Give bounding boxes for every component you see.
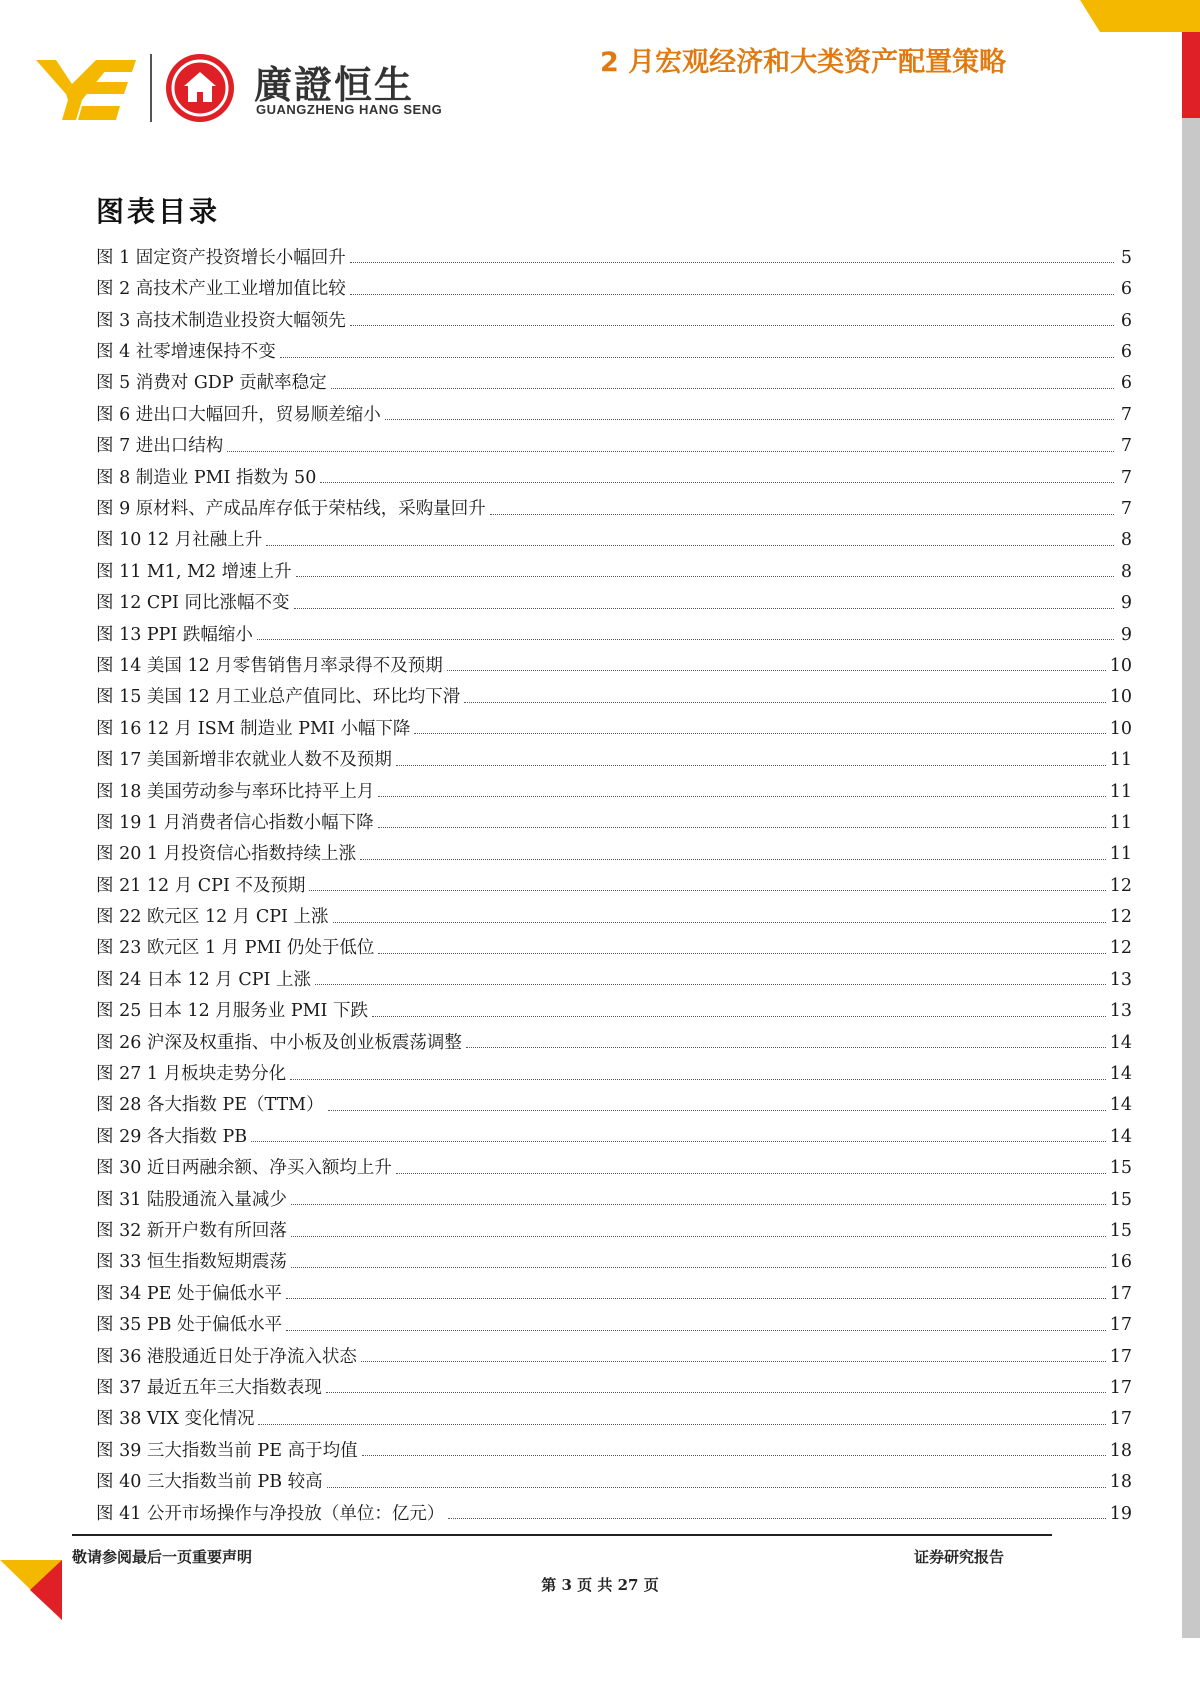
toc-entry-leader (362, 1455, 1106, 1456)
toc-entry-title: 图 7 进出口结构 (96, 436, 224, 457)
toc-entry[interactable] (96, 1021, 1132, 1052)
report-title: 2 月宏观经济和大类资产配置策略 (600, 47, 1007, 78)
toc-entry-leader (372, 1016, 1106, 1017)
footer-rule (72, 1534, 1052, 1536)
toc-entry-page: 19 (1109, 1503, 1132, 1524)
toc-entry[interactable] (96, 1272, 1132, 1303)
toc-entry-leader (466, 1047, 1106, 1048)
toc-entry[interactable] (96, 1178, 1132, 1209)
toc-entry-page: 10 (1109, 655, 1132, 676)
toc-entry-leader (360, 859, 1106, 860)
toc-entry-page: 13 (1109, 1001, 1132, 1022)
toc-entry-leader (396, 1173, 1106, 1174)
toc-entry-page: 15 (1109, 1221, 1132, 1241)
toc-entry-leader (448, 1518, 1105, 1519)
toc-entry[interactable] (96, 456, 1132, 487)
toc-entry-leader (414, 733, 1105, 734)
toc-entry-leader (396, 765, 1106, 766)
toc-entry[interactable] (96, 1460, 1132, 1491)
toc-entry-leader (331, 388, 1114, 389)
toc-entry-leader (286, 1330, 1106, 1331)
toc-entry-leader (315, 984, 1106, 985)
toc-entry-leader (350, 294, 1114, 295)
brand-name-cn: 廣證恒生 (254, 63, 415, 107)
corner-decoration-top (1080, 0, 1200, 32)
page-edge-gray (1182, 118, 1200, 1638)
corner-decoration-bottom (0, 1560, 70, 1630)
toc-entry[interactable] (96, 644, 1132, 675)
toc-entry[interactable] (96, 1052, 1132, 1083)
toc-entry-page: 15 (1109, 1189, 1132, 1210)
toc-entry-page: 6 (1120, 342, 1132, 363)
toc-entry-page: 11 (1109, 781, 1132, 802)
toc-entry-page: 11 (1109, 844, 1132, 865)
toc-entry-leader (326, 1392, 1106, 1393)
toc-entry[interactable] (96, 1429, 1132, 1460)
toc-entry-page: 18 (1109, 1472, 1132, 1493)
toc-entry-leader (464, 702, 1105, 703)
toc-entry[interactable] (96, 1335, 1132, 1366)
toc-entry-title: 图 33 恒生指数短期震荡 (96, 1252, 287, 1273)
toc-entry[interactable] (96, 770, 1132, 801)
toc-entry-title: 图 9 原材料、产成品库存低于荣枯线，采购量回升 (96, 499, 486, 520)
toc-entry-title: 图 8 制造业 PMI 指数为 50 (96, 467, 317, 488)
toc-entry-page: 7 (1120, 499, 1132, 520)
toc-entry-title: 图 16 12 月 ISM 制造业 PMI 小幅下降 (96, 718, 411, 739)
toc-entry-page: 7 (1120, 404, 1132, 425)
toc-entry[interactable] (96, 550, 1132, 581)
toc-entry-page: 11 (1109, 750, 1132, 771)
toc-entry[interactable] (96, 895, 1132, 926)
toc-entry-title: 图 38 VIX 变化情况 (96, 1409, 255, 1430)
toc-entry-title: 图 26 沪深及权重指、中小板及创业板震荡调整 (96, 1032, 462, 1053)
toc-entry-leader (291, 1236, 1106, 1237)
toc-entry[interactable] (96, 519, 1132, 550)
toc-entry-leader (378, 827, 1106, 828)
toc-entry[interactable] (96, 581, 1132, 612)
toc-entry-title: 图 5 消费对 GDP 贡献率稳定 (96, 373, 327, 394)
toc-entry-title: 图 41 公开市场操作与净投放（单位：亿元） (96, 1503, 445, 1524)
toc-entry[interactable] (96, 927, 1132, 958)
toc-entry[interactable] (96, 801, 1132, 832)
brand-name-en: GUANGZHENG HANG SENG (256, 102, 443, 117)
toc-entry[interactable] (96, 330, 1132, 361)
toc-entry-leader (378, 796, 1105, 797)
toc-entry-title: 图 22 欧元区 12 月 CPI 上涨 (96, 907, 329, 928)
toc-entry-title: 图 27 1 月板块走势分化 (96, 1064, 287, 1085)
toc-entry-leader (320, 482, 1114, 483)
toc-entry[interactable] (96, 707, 1132, 738)
toc-entry-page: 17 (1109, 1377, 1132, 1398)
toc-entry-title: 图 12 CPI 同比涨幅不变 (96, 593, 290, 614)
toc-entry-title: 图 20 1 月投资信心指数持续上涨 (96, 844, 357, 865)
toc-entry-title: 图 30 近日两融余额、净买入额均上升 (96, 1158, 392, 1179)
toc-entry[interactable] (96, 832, 1132, 863)
toc-entry-title: 图 29 各大指数 PB (96, 1126, 248, 1147)
ye-logo-icon (36, 58, 136, 122)
seal-logo-icon (164, 52, 236, 124)
toc-entry[interactable] (96, 958, 1132, 989)
toc-entry-leader (309, 890, 1105, 891)
toc-entry-title: 图 15 美国 12 月工业总产值同比、环比均下滑 (96, 687, 461, 708)
toc-entry[interactable] (96, 487, 1132, 518)
logo-divider (150, 54, 152, 122)
toc-entry[interactable] (96, 267, 1132, 298)
toc-entry-title: 图 23 欧元区 1 月 PMI 仍处于低位 (96, 938, 375, 959)
toc-entry[interactable] (96, 1115, 1132, 1146)
page-indicator: 第 3 页 共 27 页 (541, 1576, 659, 1594)
toc-entry-page: 8 (1120, 530, 1132, 551)
toc-entry-title: 图 19 1 月消费者信心指数小幅下降 (96, 812, 374, 833)
toc-entry[interactable] (96, 738, 1132, 769)
toc-entry-page: 12 (1109, 938, 1132, 959)
toc-entry-title: 图 31 陆股通流入量减少 (96, 1189, 287, 1210)
toc-entry-leader (251, 1141, 1106, 1142)
toc-entry[interactable] (96, 1303, 1132, 1334)
toc-entry-title: 图 32 新开户数有所回落 (96, 1221, 287, 1241)
toc-entry[interactable] (96, 864, 1132, 895)
toc-entry-leader (290, 1079, 1106, 1080)
toc-entry-title: 图 3 高技术制造业投资大幅领先 (96, 310, 346, 331)
toc-entry-title: 图 6 进出口大幅回升，贸易顺差缩小 (96, 404, 381, 425)
toc-entry-title: 图 13 PPI 跌幅缩小 (96, 624, 253, 645)
toc-entry-title: 图 18 美国劳动参与率环比持平上月 (96, 781, 375, 802)
toc-entry-page: 11 (1109, 812, 1132, 833)
toc-entry-title: 图 40 三大指数当前 PB 较高 (96, 1472, 323, 1493)
toc-entry-title: 图 39 三大指数当前 PE 高于均值 (96, 1440, 358, 1461)
toc-entry-leader (447, 670, 1106, 671)
toc-entry-page: 6 (1120, 310, 1132, 331)
toc-entry-title: 图 37 最近五年三大指数表现 (96, 1377, 322, 1398)
toc-entry-page: 18 (1109, 1440, 1132, 1461)
toc-entry[interactable] (96, 1146, 1132, 1177)
toc-entry-page: 14 (1109, 1126, 1132, 1147)
footer-disclaimer: 敬请参阅最后一页重要声明 (72, 1548, 253, 1566)
toc-entry[interactable] (96, 613, 1132, 644)
toc-entry-page: 17 (1109, 1283, 1132, 1304)
toc-entry-leader (286, 1298, 1106, 1299)
toc-entry[interactable] (96, 1209, 1132, 1240)
toc-entry-page: 9 (1120, 593, 1132, 614)
toc-entry[interactable] (96, 424, 1132, 455)
toc-entry-page: 17 (1109, 1409, 1132, 1430)
toc-entry-leader (327, 1487, 1106, 1488)
toc-entry-page: 16 (1109, 1252, 1132, 1273)
toc-entry-page: 12 (1109, 875, 1132, 896)
toc-entry-title: 图 17 美国新增非农就业人数不及预期 (96, 750, 392, 771)
toc-entry-page: 8 (1120, 561, 1132, 582)
toc-entry-title: 图 11 M1, M2 增速上升 (96, 561, 292, 582)
toc-entry-title: 图 2 高技术产业工业增加值比较 (96, 279, 346, 300)
toc-entry-leader (294, 608, 1114, 609)
toc-entry-page: 7 (1120, 467, 1132, 488)
toc-entry[interactable] (96, 299, 1132, 330)
toc-entry-leader (227, 451, 1114, 452)
toc-entry-page: 6 (1120, 373, 1132, 394)
toc-entry-page: 5 (1120, 247, 1132, 268)
toc-entry-title: 图 21 12 月 CPI 不及预期 (96, 875, 306, 896)
toc-entry[interactable] (96, 675, 1132, 706)
toc-entry-leader (291, 1204, 1106, 1205)
toc-entry-page: 9 (1120, 624, 1132, 645)
toc-entry[interactable] (96, 393, 1132, 424)
toc-entry[interactable] (96, 236, 1132, 267)
toc-entry-leader (350, 325, 1114, 326)
toc-entry-title: 图 14 美国 12 月零售销售月率录得不及预期 (96, 655, 443, 676)
toc-entry-title: 图 36 港股通近日处于净流入状态 (96, 1346, 357, 1367)
toc-entry-page: 10 (1109, 718, 1132, 739)
toc-entry-leader (333, 922, 1106, 923)
toc-entry-leader (385, 419, 1114, 420)
page-edge-red (1182, 30, 1200, 120)
toc-entry-title: 图 4 社零增速保持不变 (96, 342, 276, 363)
toc-entry[interactable] (96, 1492, 1132, 1523)
toc-list (96, 236, 1132, 1523)
toc-entry-page: 6 (1120, 279, 1132, 300)
toc-entry-leader (257, 639, 1114, 640)
toc-entry-page: 12 (1109, 907, 1132, 928)
toc-heading: 图表目录 (96, 195, 221, 228)
footer-report-type: 证券研究报告 (914, 1548, 1005, 1566)
toc-entry-page: 17 (1109, 1315, 1132, 1336)
toc-entry-leader (296, 576, 1114, 577)
toc-entry[interactable] (96, 362, 1132, 393)
toc-entry-leader (350, 262, 1114, 263)
toc-entry-page: 14 (1109, 1032, 1132, 1053)
toc-entry-page: 14 (1109, 1095, 1132, 1116)
toc-entry[interactable] (96, 989, 1132, 1020)
toc-entry-title: 图 34 PE 处于偏低水平 (96, 1283, 283, 1304)
toc-entry-title: 图 28 各大指数 PE（TTM） (96, 1095, 324, 1116)
toc-entry-leader (361, 1361, 1106, 1362)
toc-entry-page: 10 (1109, 687, 1132, 708)
toc-entry-title: 图 35 PB 处于偏低水平 (96, 1315, 283, 1336)
toc-entry[interactable] (96, 1366, 1132, 1397)
toc-entry-leader (258, 1424, 1105, 1425)
toc-entry-page: 13 (1109, 969, 1132, 990)
toc-entry[interactable] (96, 1084, 1132, 1115)
toc-entry-page: 17 (1109, 1346, 1132, 1367)
toc-entry-title: 图 1 固定资产投资增长小幅回升 (96, 247, 346, 268)
toc-entry-leader (328, 1110, 1106, 1111)
toc-entry-leader (490, 514, 1114, 515)
toc-entry-title: 图 10 12 月社融上升 (96, 530, 263, 551)
toc-entry[interactable] (96, 1397, 1132, 1428)
toc-entry-leader (266, 545, 1114, 546)
toc-entry-leader (280, 357, 1114, 358)
toc-entry-page: 14 (1109, 1064, 1132, 1085)
toc-entry-page: 15 (1109, 1158, 1132, 1179)
toc-entry-title: 图 24 日本 12 月 CPI 上涨 (96, 969, 311, 990)
toc-entry[interactable] (96, 1241, 1132, 1272)
toc-entry-title: 图 25 日本 12 月服务业 PMI 下跌 (96, 1001, 369, 1022)
toc-entry-leader (291, 1267, 1106, 1268)
toc-entry-page: 7 (1120, 436, 1132, 457)
toc-entry-leader (378, 953, 1105, 954)
